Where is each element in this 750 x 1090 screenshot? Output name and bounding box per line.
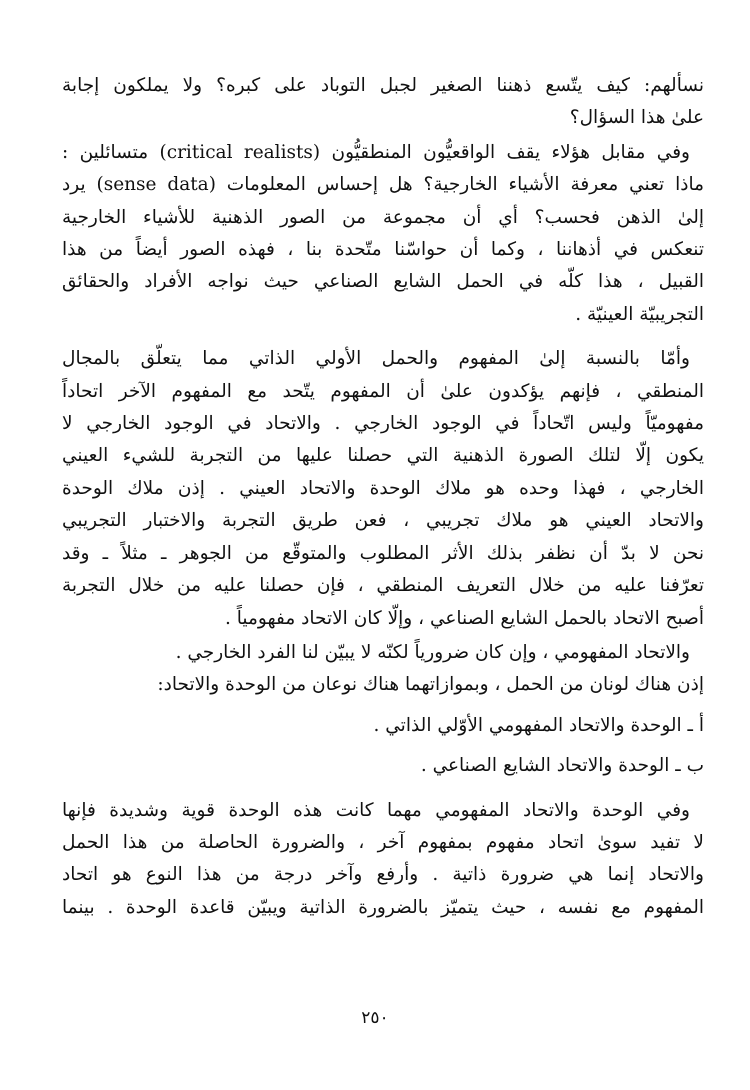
text-line: مفهوميّاً وليس اتّحاداً في الوجود الخارجي . والاتحاد في الوجود الخارجي لا xyxy=(62,413,704,435)
paragraph-1 xyxy=(62,70,704,135)
text-line: القبيل ، هذا كلّه في الحمل الشايع الصناعي حيث نواجه الأفراد والحقائق xyxy=(62,271,704,293)
text-line: المفهوم مع نفسه ، حيث يتميّز بالضرورة الذاتية ويبيّن قاعدة الوحدة . بينما xyxy=(62,896,704,918)
text-line: والاتحاد العيني هو ملاك تجريبي ، فعن طريق التجربة والاختبار التجريبي xyxy=(62,510,704,532)
text-line: إلىٰ الذهن فحسب؟ أي أن مجموعة من الصور الذهنية للأشياء الخارجية xyxy=(62,206,704,228)
paragraph-4 xyxy=(62,637,704,702)
paragraph-3 xyxy=(62,343,704,635)
text-line: الخارجي ، فهذا وحده هو ملاك الوحدة والاتحاد العيني . إذن ملاك الوحدة xyxy=(62,477,704,499)
list-item-b: ب ـ الوحدة والاتحاد الشايع الصناعي . xyxy=(420,755,704,777)
text-line: وفي الوحدة والاتحاد المفهومي مهما كانت هذه الوحدة قوية وشديدة فإنها xyxy=(62,799,690,821)
text-line: نحن لا بدّ أن نظفر بذلك الأثر المطلوب والمتوقّع من الجوهر ـ مثلاً ـ وقد xyxy=(62,542,704,564)
text-line: تعرّفنا عليه من خلال التعريف المنطقي ، فإن حصلنا عليه من خلال التجربة xyxy=(62,575,704,597)
page-number: ٢٥٠ xyxy=(361,1008,389,1028)
paragraph-2 xyxy=(62,137,704,331)
text-line: والاتحاد المفهومي ، وإن كان ضرورياً لكنّه لا يبيّن لنا الفرد الخارجي . xyxy=(175,641,690,663)
text-line: التجريبيّة العينيّة . xyxy=(575,303,704,325)
text-line: وأمّا بالنسبة إلىٰ المفهوم والحمل الأولي الذاتي مما يتعلّق بالمجال xyxy=(62,348,690,370)
text-line: نسألهم: كيف يتّسع ذهننا الصغير لجبل التوباد على كبره؟ ولا يملكون إجابة xyxy=(62,75,704,96)
list-item-a: أ ـ الوحدة والاتحاد المفهومي الأوّلي الذاتي . xyxy=(373,714,704,736)
text-line: علىٰ هذا السؤال؟ xyxy=(569,107,704,129)
text-line: إذن هناك لونان من الحمل ، وبموازاتهما هناك نوعان من الوحدة والاتحاد: xyxy=(157,674,704,696)
page-body xyxy=(62,70,704,924)
text-line: تنعكس في أذهاننا ، وكما أن حواسّنا متّحدة بنا ، فهذه الصور أيضاً من هذا xyxy=(62,239,704,261)
paragraph-5 xyxy=(62,795,704,925)
text-line: والاتحاد إنما هي ضرورة ذاتية . وأرفع وآخر درجة من هذا النوع هو اتحاد xyxy=(62,864,704,886)
text-line: ماذا تعني معرفة الأشياء الخارجية؟ هل إحساس المعلومات (sense data) يرد xyxy=(62,174,705,196)
text-line: يكون إلّا لتلك الصورة الذهنية التي حصلنا عليها من التجربة للشيء العيني xyxy=(62,445,704,467)
text-line: لا تفيد سوىٰ اتحاد مفهوم بمفهوم آخر ، والضرورة الحاصلة من هذا الحمل xyxy=(62,831,704,853)
text-line: المنطقي ، فإنهم يؤكدون علىٰ أن المفهوم يتّحد مع المفهوم الآخر اتحاداً xyxy=(62,380,704,402)
text-line: أصبح الاتحاد بالحمل الشايع الصناعي ، وإلّا كان الاتحاد مفهومياً . xyxy=(225,607,704,629)
text-line: وفي مقابل هؤلاء يقف الواقعيُّون المنطقيُّون (critical realists) متسائلين : xyxy=(62,141,690,163)
